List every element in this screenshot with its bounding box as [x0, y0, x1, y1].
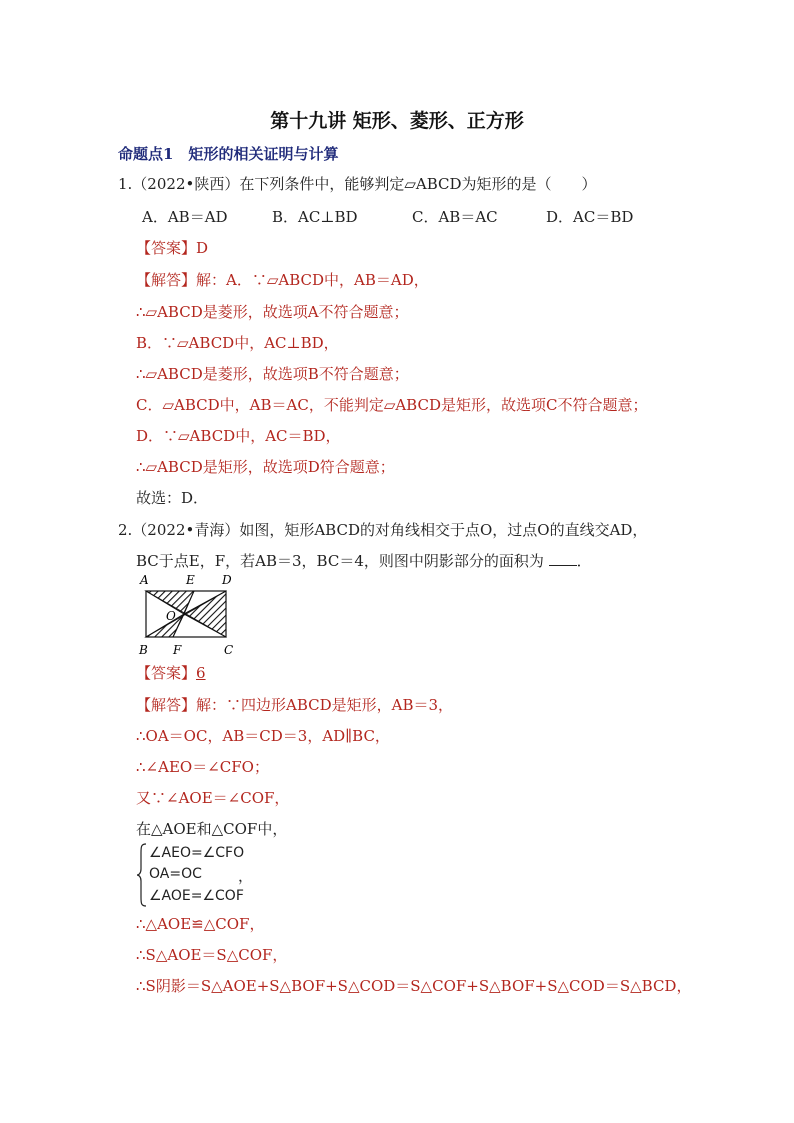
solution-text: 解：∵四边形ABCD是矩形，AB＝3，	[196, 696, 454, 714]
solution-line: 在△AOE和△COF中，	[136, 820, 288, 838]
label-c: C	[224, 643, 234, 657]
solution-line: ∴S△AOE＝S△COF，	[136, 946, 288, 964]
option-d: D．AC＝BD	[546, 208, 634, 226]
question-2-stem-line-2	[136, 551, 592, 571]
solution-line	[136, 270, 429, 290]
system-row-3: ∠AOE=∠COF	[149, 888, 244, 904]
solution-line	[136, 695, 453, 715]
option-c: C．AB＝AC	[412, 208, 498, 226]
solution-line: ∴△AOE≌△COF，	[136, 915, 265, 933]
question-2-stem-end: ．	[576, 552, 592, 570]
label-e: E	[186, 573, 195, 587]
answer-label: 【答案】	[136, 664, 197, 682]
solution-line: ∴▱ABCD是菱形，故选项B不符合题意；	[136, 365, 409, 383]
solution-line: ∴OA＝OC，AB＝CD＝3，AD∥BC，	[136, 727, 390, 745]
section-heading: 命题点1 矩形的相关证明与计算	[118, 145, 339, 163]
system-row-1: ∠AEO=∠CFO	[149, 845, 245, 861]
label-b: B	[139, 643, 148, 657]
left-brace	[137, 843, 147, 907]
solution-line: ∴S阴影＝S△AOE+S△BOF+S△COD＝S△COF+S△BOF+S△COD＝S△BCD，	[136, 977, 692, 995]
solution-line: ∴∠AEO＝∠CFO；	[136, 758, 269, 776]
label-o: O	[166, 609, 176, 623]
solution-label: 【解答】	[136, 696, 197, 714]
page-title: 第十九讲 矩形、菱形、正方形	[270, 110, 524, 132]
label-a: A	[140, 573, 149, 587]
solution-line: ∴▱ABCD是矩形，故选项D符合题意；	[136, 458, 395, 476]
label-d: D	[222, 573, 232, 587]
system-comma: ，	[238, 867, 254, 885]
solution-line: C．▱ABCD中，AB＝AC，不能判定▱ABCD是矩形，故选项C不符合题意；	[136, 396, 648, 414]
option-a: A．AB＝AD	[142, 208, 228, 226]
answer-line-2	[136, 663, 206, 683]
solution-line: ∴▱ABCD是菱形，故选项A不符合题意；	[136, 303, 409, 321]
solution-line: B．∵▱ABCD中，AC⊥BD，	[136, 334, 339, 352]
rectangle-figure	[134, 572, 244, 658]
solution-conclusion: 故选：D．	[136, 489, 209, 507]
answer-value: 6	[196, 664, 206, 682]
solution-line: 又∵∠AOE＝∠COF，	[136, 789, 290, 807]
solution-text: 解：A．∵▱ABCD中，AB＝AD，	[196, 271, 429, 289]
label-f: F	[173, 643, 182, 657]
answer-label: 【答案】	[136, 239, 197, 257]
solution-label: 【解答】	[136, 271, 197, 289]
question-2-stem-line-1: 2.（2022•青海）如图，矩形ABCD的对角线相交于点O，过点O的直线交AD，	[118, 521, 648, 539]
question-2-stem-text: BC于点E，F，若AB＝3，BC＝4，则图中阴影部分的面积为	[136, 552, 544, 570]
question-1-stem: 1.（2022•陕西）在下列条件中，能够判定▱ABCD为矩形的是（ ）	[118, 175, 597, 193]
answer-blank	[549, 551, 577, 566]
answer-line-1	[136, 238, 208, 258]
system-row-2: OA=OC	[149, 866, 202, 882]
answer-value: D	[196, 239, 209, 257]
option-b: B．AC⊥BD	[272, 208, 358, 226]
solution-line: D．∵▱ABCD中，AC＝BD，	[136, 427, 341, 445]
